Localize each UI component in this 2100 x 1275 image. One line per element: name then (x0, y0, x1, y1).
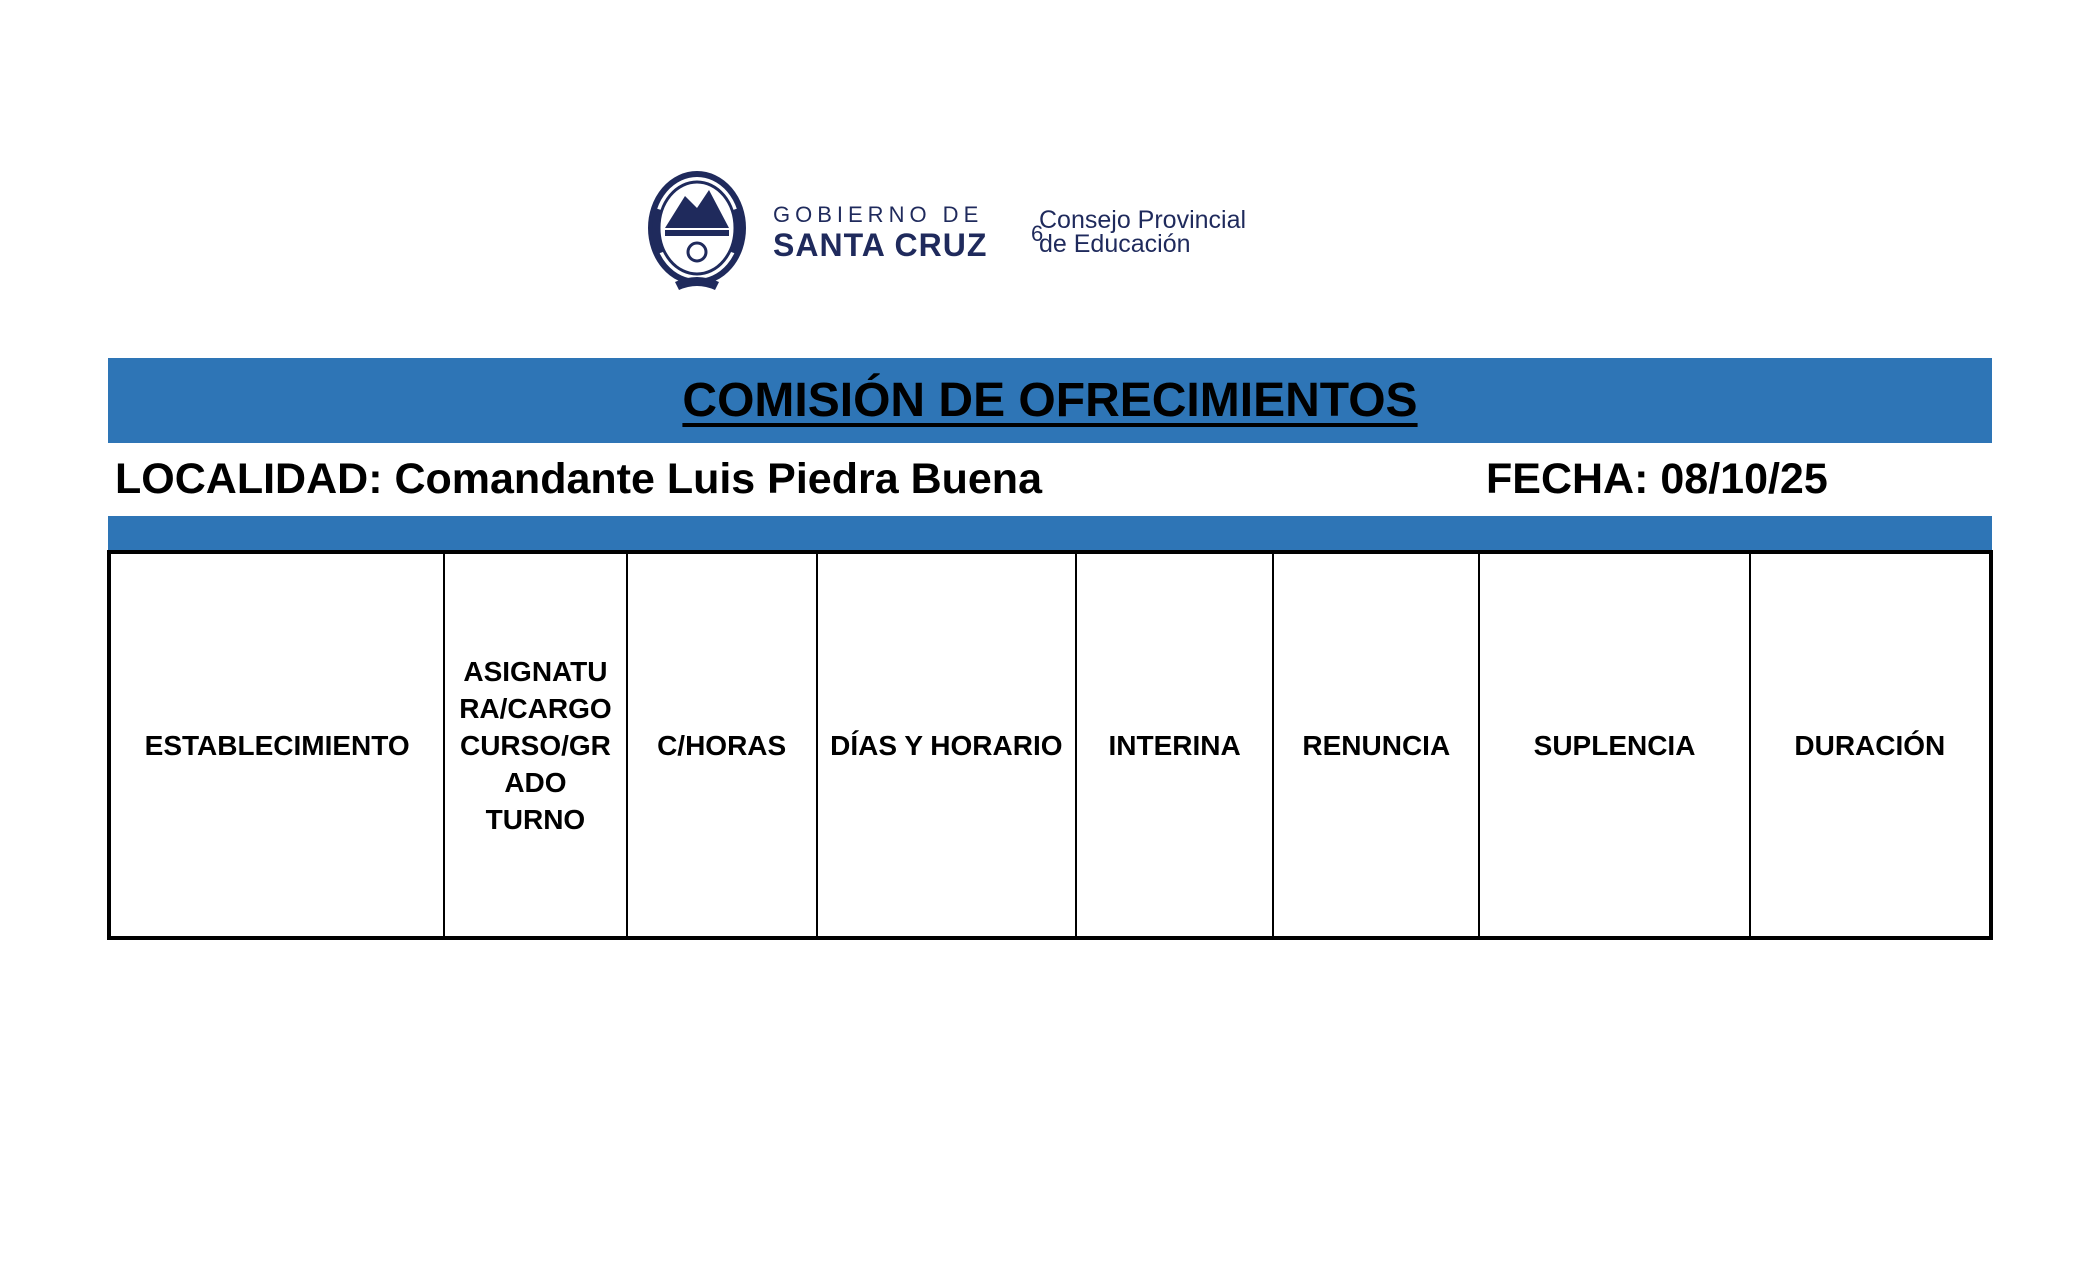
blue-divider-strip (108, 516, 1992, 550)
council-line-2: de Educación (1039, 230, 1191, 258)
column-header-asignatura (444, 552, 626, 938)
offers-table (107, 550, 1993, 940)
asignatura-header-line: RA/CARGO (459, 692, 612, 724)
table-header-row (109, 552, 1991, 938)
council-line-1: Consejo Provincial (1039, 206, 1247, 234)
column-header-renuncia: RENUNCIA (1273, 552, 1479, 938)
column-header-suplencia: SUPLENCIA (1479, 552, 1749, 938)
column-header-duracion: DURACIÓN (1750, 552, 1991, 938)
government-logo (645, 168, 987, 296)
asignatura-header-line: ASIGNATU (463, 655, 608, 687)
title-band (108, 358, 1992, 443)
localidad-label: LOCALIDAD: Comandante Luis Piedra Buena (115, 455, 1042, 503)
column-header-establecimiento: ESTABLECIMIENTO (109, 552, 444, 938)
council-number: 6 (1031, 221, 1044, 246)
column-header-dias-horario: DÍAS Y HORARIO (817, 552, 1076, 938)
province-label: SANTA CRUZ (773, 227, 988, 263)
asignatura-header-line: ADO (504, 766, 567, 798)
column-header-c-horas: C/HORAS (627, 552, 817, 938)
page-title: COMISIÓN DE OFRECIMIENTOS (682, 374, 1418, 427)
column-header-interina: INTERINA (1076, 552, 1273, 938)
government-label: GOBIERNO DE (773, 202, 984, 227)
asignatura-header-line: CURSO/GR (459, 729, 611, 761)
council-logo (1031, 206, 1247, 258)
fecha-label: FECHA: 08/10/25 (1486, 455, 1828, 503)
asignatura-header-line: TURNO (485, 803, 586, 835)
provincial-seal-icon (645, 168, 749, 296)
